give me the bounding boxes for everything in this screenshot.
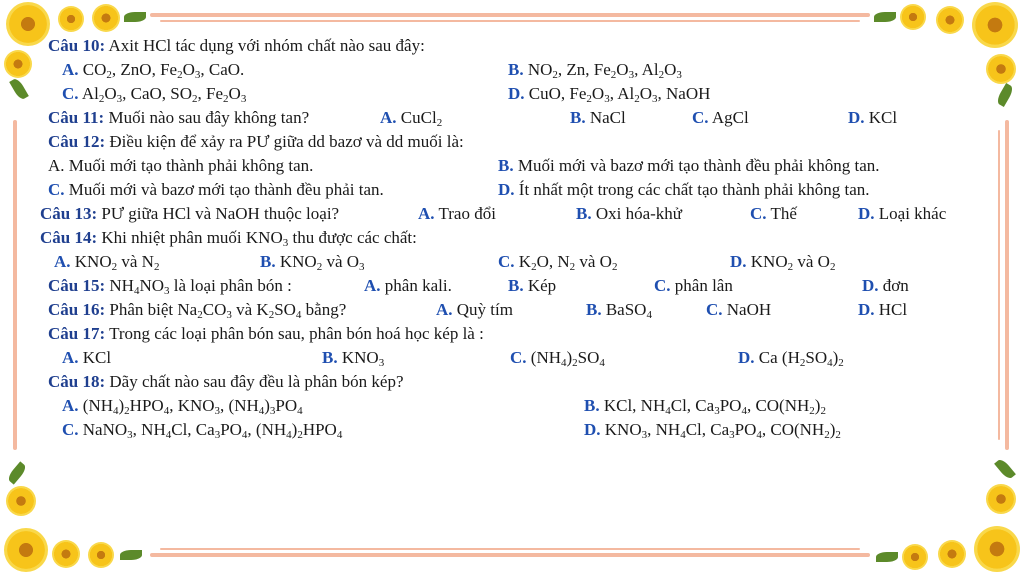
answer-option	[706, 298, 771, 322]
option-letter: C.	[692, 108, 709, 127]
option-letter: C.	[62, 420, 79, 439]
question-row	[40, 394, 990, 418]
item-text: $KNO_2$ và $O_2$	[746, 252, 836, 273]
question-row	[40, 34, 990, 58]
item-text: $KNO_3$	[337, 348, 385, 369]
option-letter: C.	[510, 348, 527, 367]
leaf-icon	[994, 457, 1016, 480]
flower-icon	[4, 528, 48, 572]
question-stem	[48, 34, 425, 58]
answer-option	[750, 202, 797, 226]
question-row	[40, 154, 990, 178]
question-number: Câu 16:	[48, 300, 106, 319]
item-text: Điều kiện để xảy ra PƯ giữa dd bazơ và dd muối là:	[105, 132, 464, 151]
item-text: phân lân	[670, 276, 733, 295]
option-letter: C.	[750, 204, 767, 223]
question-stem	[40, 226, 417, 250]
option-letter: C.	[48, 180, 65, 199]
question-row	[40, 370, 990, 394]
item-text: BaSO$_4$	[601, 300, 652, 321]
question-row	[40, 274, 990, 298]
item-text: $(NH_4)_2SO_4$	[526, 348, 605, 369]
option-letter: A.	[62, 348, 79, 367]
answer-option	[508, 58, 682, 82]
answer-option	[692, 106, 749, 130]
item-text: NaOH	[722, 300, 772, 319]
option-letter: A.	[62, 60, 79, 79]
answer-option	[508, 274, 556, 298]
right-border-inner	[998, 130, 1000, 440]
flower-icon	[88, 542, 114, 568]
item-text: NaNO$_3$, $NH_4Cl$, $Ca_3PO_4$, $(NH_4)_2HPO_4$	[78, 420, 343, 441]
question-row	[40, 82, 990, 106]
item-text: Ca $(H_2SO_4)_2$	[754, 348, 844, 369]
answer-option	[62, 346, 111, 370]
top-border-inner	[160, 20, 860, 22]
item-text: HCl	[874, 300, 908, 319]
option-letter: D.	[508, 84, 525, 103]
question-number: Câu 14:	[40, 228, 98, 247]
answer-option	[62, 82, 246, 106]
answer-option	[436, 298, 513, 322]
item-text: CuO, $Fe_2O_3$, $Al_2O_3$, NaOH	[524, 84, 711, 105]
question-stem	[48, 298, 346, 322]
question-row	[40, 346, 990, 370]
right-border	[1005, 120, 1009, 450]
option-letter: D.	[862, 276, 879, 295]
item-text: Trao đổi	[434, 204, 496, 223]
question-stem	[48, 106, 309, 130]
option-letter: C.	[498, 252, 515, 271]
option-letter: C.	[654, 276, 671, 295]
answer-option	[510, 346, 605, 370]
item-text: KCl, $NH_4Cl$, $Ca_3PO_4$, $CO(NH_2)_2$	[599, 396, 826, 417]
item-text: Axit HCl tác dụng với nhóm chất nào sau đây:	[105, 36, 425, 55]
question-stem	[40, 202, 339, 226]
item-text: AgCl	[708, 108, 749, 127]
question-stem	[48, 370, 404, 394]
answer-option	[576, 202, 682, 226]
item-text: đơn	[878, 276, 909, 295]
question-row	[40, 58, 990, 82]
left-border	[13, 120, 17, 450]
item-text: Kép	[523, 276, 557, 295]
answer-option	[858, 202, 946, 226]
item-text: Ít nhất một trong các chất tạo thành phải không tan.	[514, 180, 870, 199]
answer-option	[48, 154, 313, 178]
option-letter: D.	[498, 180, 515, 199]
question-row	[40, 106, 990, 130]
flower-icon	[900, 4, 926, 30]
leaf-icon	[120, 550, 142, 560]
option-letter: A.	[62, 396, 79, 415]
question-stem	[48, 274, 292, 298]
item-text: $NO_2$, Zn, $Fe_2O_3$, $Al_2O_3$	[523, 60, 682, 81]
answer-option	[418, 202, 496, 226]
option-letter: B.	[322, 348, 338, 367]
option-letter: D.	[858, 300, 875, 319]
question-row	[40, 250, 990, 274]
option-letter: B.	[570, 108, 586, 127]
answer-option	[62, 418, 342, 442]
item-text: $KNO_2$ và $O_3$	[275, 252, 365, 273]
option-letter: A.	[380, 108, 397, 127]
item-text: $Al_2O_3$, CaO, $SO_2$, $Fe_2O_3$	[78, 84, 247, 105]
option-letter: A.	[54, 252, 71, 271]
leaf-icon	[9, 77, 29, 101]
quiz-content	[40, 34, 990, 442]
question-number: Câu 12:	[48, 132, 106, 151]
question-number: Câu 10:	[48, 36, 106, 55]
item-text: $KNO_3$, $NH_4Cl$, $Ca_3PO_4$, $CO(NH_2)_2$	[600, 420, 841, 441]
option-letter: B.	[584, 396, 600, 415]
answer-option	[364, 274, 452, 298]
item-text: $(NH_4)_2HPO_4$, $KNO_3$, $(NH_4)_3PO_4$	[78, 396, 303, 417]
answer-option	[862, 274, 909, 298]
item-text: Dãy chất nào sau đây đều là phân bón kép?	[105, 372, 404, 391]
flower-icon	[938, 540, 966, 568]
leaf-icon	[6, 461, 28, 484]
item-text: Khi nhiệt phân muối $KNO_3$ thu được các chất:	[97, 228, 417, 249]
flower-icon	[902, 544, 928, 570]
question-row	[40, 130, 990, 154]
leaf-icon	[876, 552, 898, 562]
option-letter: C.	[706, 300, 723, 319]
flower-icon	[986, 484, 1016, 514]
option-letter: D.	[738, 348, 755, 367]
bottom-border	[150, 553, 870, 557]
option-letter: B.	[508, 60, 524, 79]
question-number: Câu 13:	[40, 204, 98, 223]
question-number: Câu 17:	[48, 324, 106, 343]
option-letter: D.	[730, 252, 747, 271]
item-text: Thế	[766, 204, 797, 223]
answer-option	[584, 394, 826, 418]
item-text: Oxi hóa-khử	[591, 204, 683, 223]
flower-icon	[92, 4, 120, 32]
item-text: CuCl$_2$	[396, 108, 443, 129]
leaf-icon	[874, 12, 896, 22]
question-stem	[48, 130, 464, 154]
answer-option	[570, 106, 626, 130]
item-text: Muối mới và bazơ mới tạo thành đều phải tan.	[64, 180, 384, 199]
option-letter: B.	[576, 204, 592, 223]
question-number: Câu 18:	[48, 372, 106, 391]
option-letter: A.	[418, 204, 435, 223]
answer-option	[738, 346, 844, 370]
flower-icon	[52, 540, 80, 568]
item-text: Phân biệt $Na_2CO_3$ và $K_2SO_4$ bằng?	[105, 300, 347, 321]
flower-icon	[6, 486, 36, 516]
item-text: Loại khác	[874, 204, 947, 223]
leaf-icon	[124, 12, 146, 22]
item-text: $K_2O$, $N_2$ và $O_2$	[514, 252, 618, 273]
option-letter: B.	[260, 252, 276, 271]
answer-option	[62, 394, 303, 418]
answer-option	[586, 298, 652, 322]
answer-option	[584, 418, 841, 442]
answer-option	[848, 106, 897, 130]
answer-option	[62, 58, 244, 82]
answer-option	[54, 250, 159, 274]
item-text: Muối nào sau đây không tan?	[104, 108, 310, 127]
option-letter: A.	[48, 156, 65, 175]
question-row	[40, 298, 990, 322]
flower-icon	[974, 526, 1020, 572]
answer-option	[730, 250, 835, 274]
answer-option	[498, 178, 870, 202]
leaf-icon	[995, 83, 1015, 107]
answer-option	[322, 346, 384, 370]
item-text: KCl	[864, 108, 898, 127]
question-row	[40, 418, 990, 442]
item-text: $CO_2$, ZnO, $Fe_2O_3$, CaO.	[78, 60, 245, 81]
option-letter: B.	[586, 300, 602, 319]
bottom-border-inner	[160, 548, 860, 550]
answer-option	[508, 82, 710, 106]
question-number: Câu 11:	[48, 108, 105, 127]
option-letter: A.	[364, 276, 381, 295]
option-letter: C.	[62, 84, 79, 103]
option-letter: D.	[584, 420, 601, 439]
answer-option	[654, 274, 733, 298]
item-text: Trong các loại phân bón sau, phân bón hoá học kép là :	[105, 324, 484, 343]
item-text: NaCl	[585, 108, 626, 127]
flower-icon	[936, 6, 964, 34]
question-row	[40, 202, 990, 226]
answer-option	[260, 250, 365, 274]
option-letter: B.	[508, 276, 524, 295]
item-text: Muối mới và bazơ mới tạo thành đều phải không tan.	[513, 156, 880, 175]
item-text: Muối mới tạo thành phải không tan.	[64, 156, 314, 175]
answer-option	[858, 298, 907, 322]
answer-option	[380, 106, 442, 130]
answer-option	[498, 250, 617, 274]
option-letter: D.	[858, 204, 875, 223]
item-text: KCl	[78, 348, 112, 367]
item-text: phân kali.	[380, 276, 452, 295]
item-text: Quỳ tím	[452, 300, 513, 319]
question-row	[40, 226, 990, 250]
question-number: Câu 15:	[48, 276, 106, 295]
question-row	[40, 178, 990, 202]
option-letter: B.	[498, 156, 514, 175]
option-letter: D.	[848, 108, 865, 127]
flower-icon	[986, 54, 1016, 84]
option-letter: A.	[436, 300, 453, 319]
question-row	[40, 322, 990, 346]
flower-icon	[58, 6, 84, 32]
answer-option	[48, 178, 384, 202]
top-border	[150, 13, 870, 17]
item-text: $NH_4NO_3$ là loại phân bón :	[105, 276, 292, 297]
item-text: $KNO_2$ và $N_2$	[70, 252, 160, 273]
question-stem	[48, 322, 484, 346]
answer-option	[498, 154, 880, 178]
flower-icon	[4, 50, 32, 78]
item-text: PƯ giữa HCl và NaOH thuộc loại?	[97, 204, 340, 223]
